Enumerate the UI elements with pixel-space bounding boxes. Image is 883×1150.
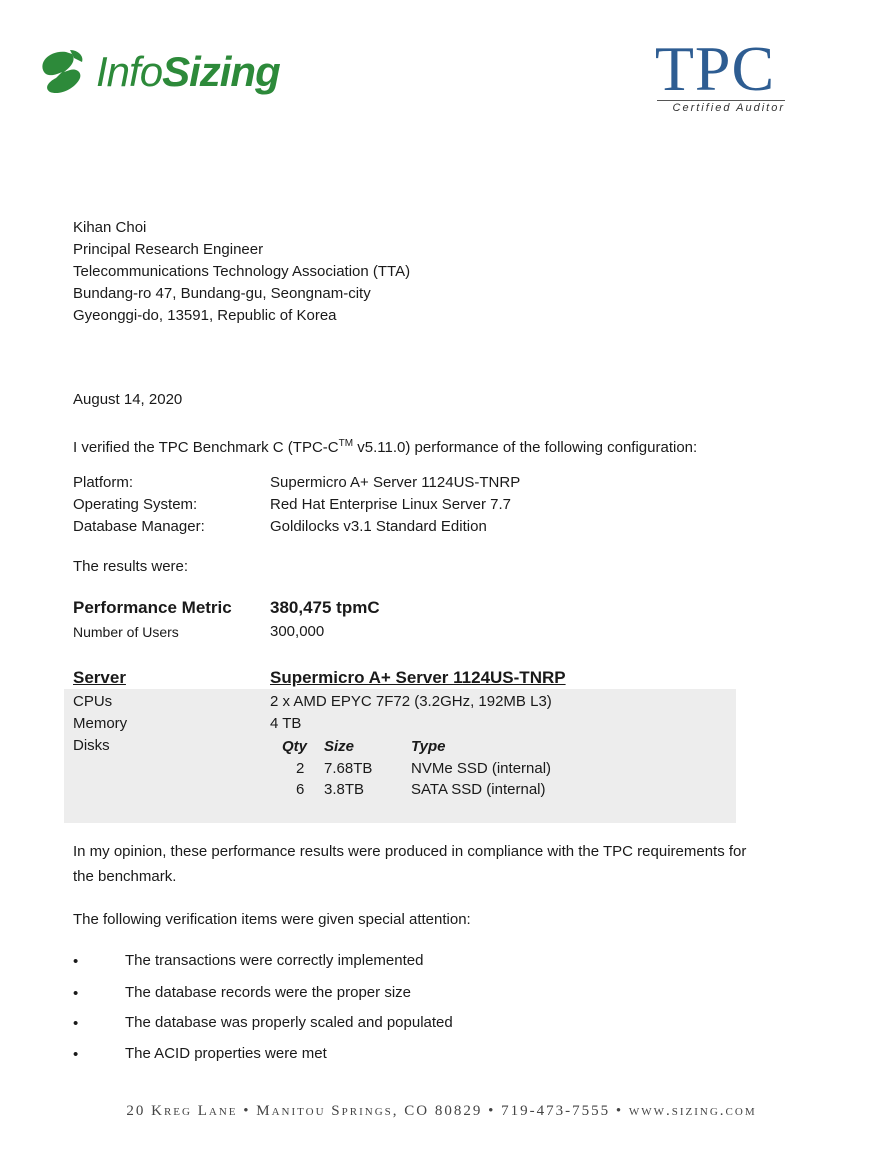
recipient-title: Principal Research Engineer: [73, 241, 264, 258]
recipient-address-line1: Bundang-ro 47, Bundang-gu, Seongnam-city: [73, 285, 371, 302]
disk-row-size: 3.8TB: [324, 781, 365, 798]
config-os-value: Red Hat Enterprise Linux Server 7.7: [270, 496, 511, 513]
config-dbms-label: Database Manager:: [73, 518, 205, 535]
cpus-label: CPUs: [73, 693, 113, 710]
disk-row-qty: 6: [296, 781, 305, 798]
disk-row-type: NVMe SSD (internal): [411, 760, 552, 777]
opinion-line1: In my opinion, these performance results were produced in compliance with the TPC requirements for: [73, 843, 747, 860]
memory-label: Memory: [73, 715, 128, 732]
performance-metric-value: 380,475 tpmC: [270, 598, 380, 617]
disk-header-type: Type: [411, 738, 446, 755]
tpc-logo-subtext: Certified Auditor: [657, 100, 785, 114]
verification-intro: The following verification items were given special attention:: [73, 911, 471, 928]
tpc-logo-text: TPC: [654, 33, 776, 104]
opinion-line2: the benchmark.: [73, 868, 177, 885]
number-of-users-label: Number of Users: [73, 624, 179, 640]
infosizing-swoosh-icon: [36, 48, 88, 96]
config-dbms-value: Goldilocks v3.1 Standard Edition: [270, 518, 487, 535]
disk-header-qty: Qty: [282, 738, 308, 755]
config-platform-value: Supermicro A+ Server 1124US-TNRP: [270, 474, 521, 491]
bullet-icon: •: [73, 985, 79, 1002]
infosizing-logo: [36, 44, 280, 100]
number-of-users-value: 300,000: [270, 623, 325, 640]
disk-row-qty: 2: [296, 760, 305, 777]
infosizing-wordmark: InfoSizing: [96, 48, 280, 95]
bullet-icon: •: [73, 1046, 79, 1063]
disk-row-type: SATA SSD (internal): [411, 781, 546, 798]
recipient-name: Kihan Choi: [73, 219, 147, 236]
intro-statement: I verified the TPC Benchmark C (TPC-C™ v5.11.0) performance of the following configuration:: [73, 438, 698, 456]
recipient-address: [73, 217, 410, 327]
list-item: The transactions were correctly implemented: [125, 952, 424, 969]
list-item: The ACID properties were met: [125, 1045, 327, 1062]
recipient-organization: Telecommunications Technology Association (TTA): [73, 263, 411, 280]
bullet-icon: •: [73, 1015, 79, 1032]
results-intro: The results were:: [73, 558, 189, 575]
list-item: The database was properly scaled and populated: [125, 1014, 453, 1031]
performance-metric-label: Performance Metric: [73, 598, 232, 617]
config-os-label: Operating System:: [73, 496, 198, 513]
cpus-value: 2 x AMD EPYC 7F72 (3.2GHz, 192MB L3): [270, 693, 552, 710]
config-platform-label: Platform:: [73, 474, 134, 491]
footer-address: 20 Kreg Lane • Manitou Springs, CO 80829 • 719-473-7555 • www.sizing.com: [126, 1103, 757, 1119]
letter-date: August 14, 2020: [73, 391, 183, 408]
disk-row-size: 7.68TB: [324, 760, 373, 777]
server-name: Supermicro A+ Server 1124US-TNRP: [270, 668, 566, 687]
disk-header-size: Size: [324, 738, 355, 755]
server-label: Server: [73, 668, 126, 687]
list-item: The database records were the proper size: [125, 984, 411, 1001]
bullet-icon: •: [73, 953, 79, 970]
disks-label: Disks: [73, 737, 110, 754]
recipient-address-line2: Gyeonggi-do, 13591, Republic of Korea: [73, 307, 337, 324]
memory-value: 4 TB: [270, 715, 302, 732]
tpc-certified-auditor-logo: [645, 33, 785, 114]
